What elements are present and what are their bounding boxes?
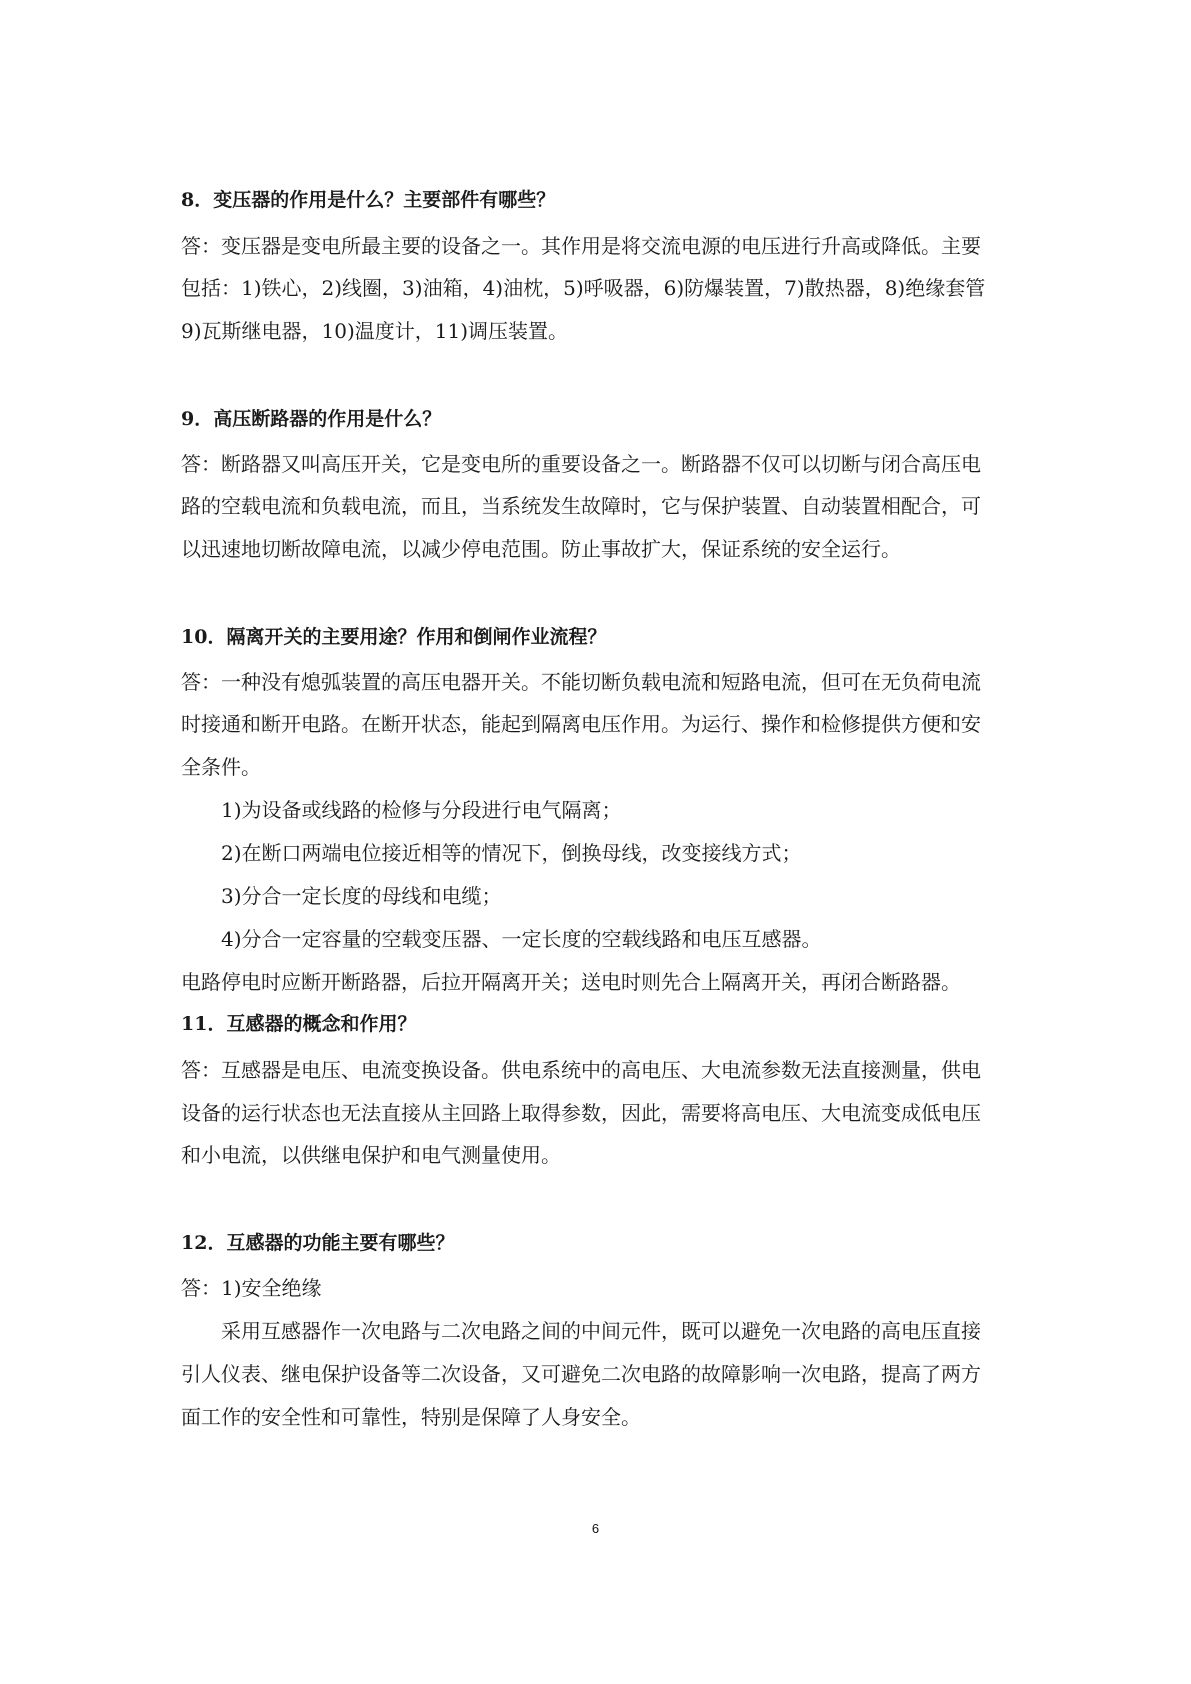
answer-line: 答：互感器是电压、电流变换设备。供电系统中的高电压、大电流参数无法直接测量，供电 bbox=[181, 1058, 981, 1082]
answer-line: 和小电流，以供继电保护和电气测量使用。 bbox=[181, 1143, 561, 1167]
answer-line: 答：1)安全绝缘 bbox=[181, 1276, 322, 1300]
answer-line: 路的空载电流和负载电流，而且，当系统发生故障时，它与保护装置、自动装置相配合，可 bbox=[181, 494, 981, 518]
answer-line: 以迅速地切断故障电流，以减少停电范围。防止事故扩大，保证系统的安全运行。 bbox=[181, 537, 901, 561]
question-heading: 11．互感器的概念和作用？ bbox=[181, 1013, 417, 1035]
question-heading: 10．隔离开关的主要用途？作用和倒闸作业流程？ bbox=[181, 626, 607, 648]
page-number: 6 bbox=[591, 1521, 600, 1536]
answer-line: 全条件。 bbox=[181, 755, 261, 779]
list-item: 1)为设备或线路的检修与分段进行电气隔离； bbox=[221, 798, 622, 822]
paragraph-line: 引人仪表、继电保护设备等二次设备，又可避免二次电路的故障影响一次电路，提高了两方 bbox=[181, 1362, 981, 1386]
question-heading: 12．互感器的功能主要有哪些？ bbox=[181, 1232, 455, 1254]
answer-line: 时接通和断开电路。在断开状态，能起到隔离电压作用。为运行、操作和检修提供方便和安 bbox=[181, 712, 981, 736]
paragraph-line: 采用互感器作一次电路与二次电路之间的中间元件，既可以避免一次电路的高电压直接 bbox=[221, 1319, 981, 1343]
list-item: 2)在断口两端电位接近相等的情况下，倒换母线，改变接线方式； bbox=[221, 841, 802, 865]
answer-line: 9)瓦斯继电器，10)温度计，11)调压装置。 bbox=[181, 319, 569, 343]
answer-line: 包括：1)铁心，2)线圈，3)油箱，4)油枕，5)呼吸器，6)防爆装置，7)散热器，8)绝缘套管 bbox=[181, 276, 986, 300]
list-item: 3)分合一定长度的母线和电缆； bbox=[221, 884, 502, 908]
answer-line: 设备的运行状态也无法直接从主回路上取得参数，因此，需要将高电压、大电流变成低电压 bbox=[181, 1101, 981, 1125]
question-heading: 8．变压器的作用是什么？主要部件有哪些？ bbox=[181, 189, 556, 211]
question-heading: 9．高压断路器的作用是什么？ bbox=[181, 408, 442, 430]
answer-line: 答：一种没有熄弧装置的高压电器开关。不能切断负载电流和短路电流，但可在无负荷电流 bbox=[181, 670, 981, 694]
closing-line: 电路停电时应断开断路器，后拉开隔离开关；送电时则先合上隔离开关，再闭合断路器。 bbox=[181, 970, 961, 994]
answer-line: 答：断路器又叫高压开关，它是变电所的重要设备之一。断路器不仅可以切断与闭合高压电 bbox=[181, 452, 981, 476]
answer-line: 答：变压器是变电所最主要的设备之一。其作用是将交流电源的电压进行升高或降低。主要 bbox=[181, 234, 981, 258]
list-item: 4)分合一定容量的空载变压器、一定长度的空载线路和电压互感器。 bbox=[221, 927, 822, 951]
paragraph-line: 面工作的安全性和可靠性，特别是保障了人身安全。 bbox=[181, 1405, 641, 1429]
